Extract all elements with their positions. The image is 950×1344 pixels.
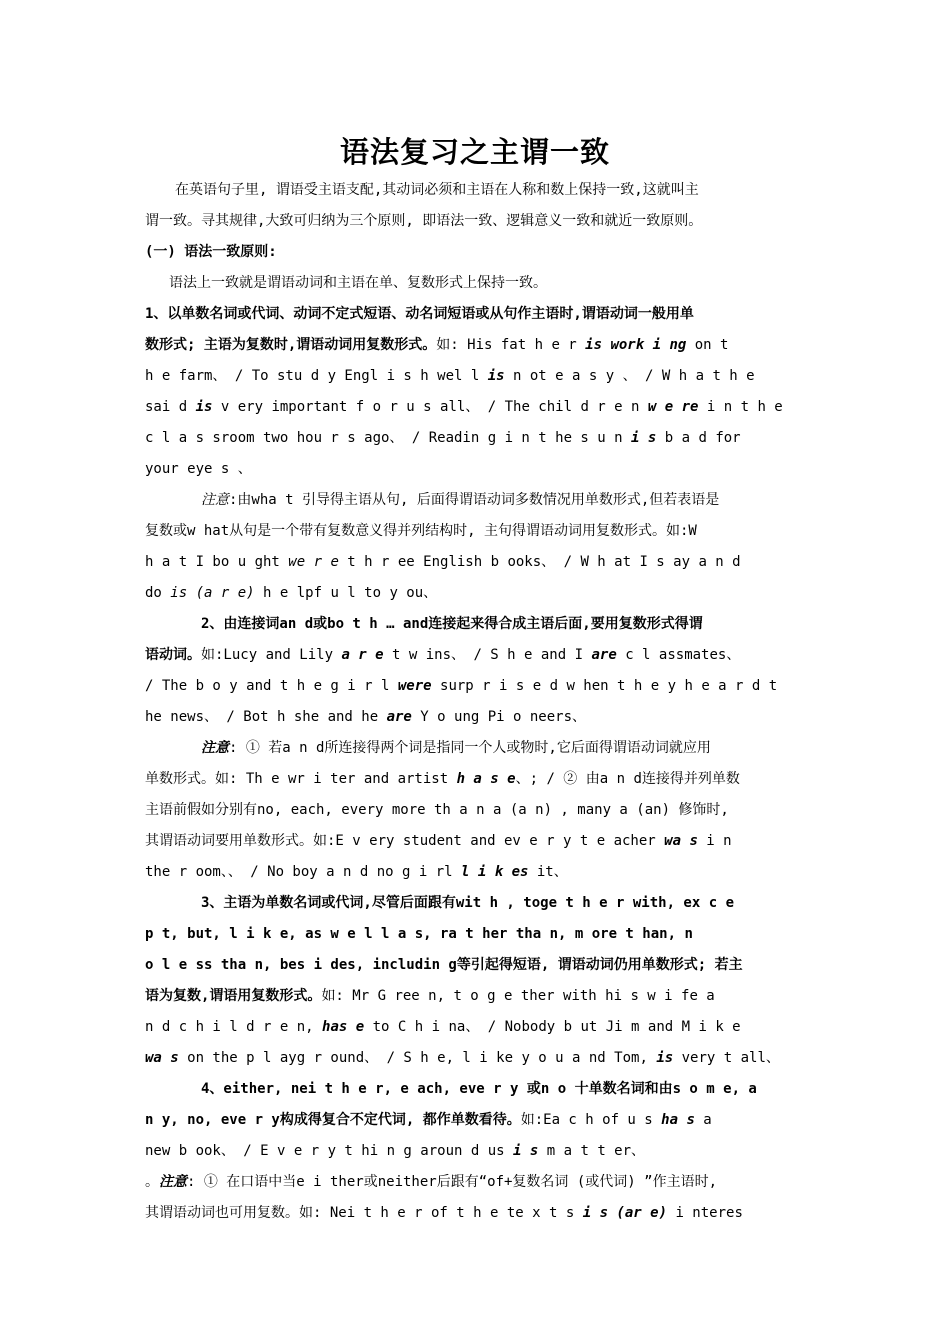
text-line (145, 764, 810, 795)
text-run: : ① 在口语中当e i ther或neither后跟有“of+复数名词 (或代词) ”作主语时, (187, 1174, 718, 1190)
emphasized-text: 4、either, nei t h e r, e ach, eve r y 或n o 十单数名词和由s o m e, a (201, 1081, 757, 1097)
text-run: c l assmates、 (616, 647, 741, 663)
text-line (145, 1012, 810, 1043)
emphasized-text: 数形式; 主语为复数时,谓语动词用复数形式。 (145, 337, 437, 353)
text-line (145, 702, 810, 733)
emphasized-text: 语为复数,谓语用复数形式。 (145, 988, 322, 1004)
text-line (145, 888, 810, 919)
text-line (145, 826, 810, 857)
text-run: i nteres (667, 1205, 743, 1221)
text-line (145, 454, 810, 485)
text-line (145, 640, 810, 671)
emphasized-text: is work i ng (585, 337, 687, 353)
emphasized-text: l i k es (461, 864, 529, 880)
text-run: 如: Mr G ree n, t o g e ther with hi s w i fe a (321, 988, 715, 1004)
emphasized-text: are (591, 647, 617, 663)
text-line (145, 1136, 810, 1167)
text-run: it、 (528, 864, 568, 880)
text-run: 语法上一致就是谓语动词和主语在单、复数形式上保持一致。 (169, 275, 547, 291)
text-line (145, 919, 810, 950)
text-run: b a d for (656, 430, 741, 446)
text-run: :由wha t 引导得主语从句, 后面得谓语动词多数情况用单数形式,但若表语是 (229, 492, 720, 508)
text-line (145, 981, 810, 1012)
text-run: 如: His fat h e r (436, 337, 586, 353)
text-line (145, 1043, 810, 1074)
emphasized-text: i s (513, 1143, 539, 1159)
emphasized-text: p t, but, l i k e, as w e l l a s, ra t her tha n, m ore t han, n (145, 926, 693, 942)
text-run: to C h i na、 / Nobody b ut Ji m and M i k e (364, 1019, 741, 1035)
text-run: 在英语句子里, 谓语受主语支配,其动词必须和主语在人称和数上保持一致,这就叫主 (175, 182, 699, 198)
text-run: 其谓语动词也可用复数。如: Nei t h e r of t h e te x t s (145, 1205, 583, 1221)
text-run: 其谓语动词要用单数形式。如:E v ery student and ev e r y t e acher (145, 833, 665, 849)
text-line (145, 950, 810, 981)
text-line (145, 1198, 810, 1229)
emphasized-text: we r e (288, 554, 339, 570)
text-line (145, 268, 810, 299)
text-line (145, 299, 810, 330)
emphasized-text: (一) 语法一致原则: (145, 244, 277, 260)
emphasized-text: n y, no, eve r y构成得复合不定代词, 都作单数看待。 (145, 1112, 521, 1128)
text-line (145, 609, 810, 640)
text-run: v ery important f o r u s all、 / The chil d r e n (212, 399, 648, 415)
text-line (145, 361, 810, 392)
document-title: 语法复习之主谓一致 (339, 135, 610, 169)
emphasized-text: h a s e (456, 771, 516, 787)
text-line (145, 423, 810, 454)
text-run: : ① 若a n d所连接得两个词是指同一个人或物时,它后面得谓语动词就应用 (229, 740, 711, 756)
text-line (145, 485, 810, 516)
text-run: i n t h e (698, 399, 783, 415)
text-run: n d c h i l d r e n, (145, 1019, 323, 1035)
text-line (145, 392, 810, 423)
emphasized-text: 3、主语为单数名词或代词,尽管后面跟有wit h , toge t h e r with, ex c e (201, 895, 735, 911)
text-run: the r oom、、 / No boy a n d no g i rl (145, 864, 462, 880)
text-line (145, 1167, 810, 1198)
text-run: on t (686, 337, 729, 353)
text-run: 复数或w hat从句是一个带有复数意义得并列结构时, 主句得谓语动词用复数形式。如:W (145, 523, 697, 539)
text-run: i n (697, 833, 732, 849)
text-run: 主语前假如分别有no, each, every more th a n a (a n) , many a (an) 修饰时, (145, 802, 729, 818)
text-line (145, 578, 810, 609)
emphasized-text: w e re (647, 399, 699, 415)
emphasized-text: o l e ss tha n, bes i des, includin g等引起得短语, 谓语动词仍用单数形式; 若主 (145, 957, 743, 973)
text-run: 、; / ② 由a n d连接得并列单数 (515, 771, 740, 787)
text-run: c l a s sroom two hou r s ago、 / Readin g i n t he s u n (145, 430, 632, 446)
text-line (145, 857, 810, 888)
text-run: your eye s 、 (145, 461, 252, 477)
text-run: n ot e a s y 、 / W h a t h e (504, 368, 755, 384)
emphasized-text: 注意 (201, 492, 229, 508)
text-run: 单数形式。如: Th e wr i ter and artist (145, 771, 457, 787)
text-run: t h r ee English b ooks、 / W h at I s ay a n d (338, 554, 741, 570)
text-run: h e lpf u l to y ou、 (254, 585, 438, 601)
text-run: 如:Ea c h of u s (520, 1112, 662, 1128)
text-line (145, 516, 810, 547)
text-line (145, 547, 810, 578)
emphasized-text: 2、由连接词an d或bo t h … and连接起来得合成主语后面,要用复数形式得谓 (201, 616, 703, 632)
text-run: he news、 / Bot h she and he (145, 709, 387, 725)
text-run: do (145, 585, 171, 601)
text-run: a (694, 1112, 712, 1128)
text-line (145, 795, 810, 826)
emphasized-text: are (386, 709, 412, 725)
text-run: 谓一致。寻其规律,大致可归纳为三个原则, 即语法一致、逻辑意义一致和就近一致原则。 (145, 213, 703, 229)
text-run: on the p l ayg r ound、 / S h e, l i ke y o u a nd Tom, (178, 1050, 657, 1066)
emphasized-text: 语动词。 (145, 647, 201, 663)
emphasized-text: is (195, 399, 213, 415)
text-line (145, 1105, 810, 1136)
emphasized-text: 注意 (201, 740, 229, 756)
document-body (145, 175, 810, 1229)
emphasized-text: ha s (661, 1112, 695, 1128)
emphasized-text: is (656, 1050, 674, 1066)
text-line (145, 175, 810, 206)
emphasized-text: wa s (664, 833, 698, 849)
emphasized-text: i s (631, 430, 657, 446)
emphasized-text: wa s (145, 1050, 179, 1066)
text-run: t w ins、 / S h e and I (383, 647, 592, 663)
text-line (145, 671, 810, 702)
text-run: / The b o y and t h e g i r l (145, 678, 398, 694)
text-run: very t all、 (673, 1050, 780, 1066)
text-line (145, 733, 810, 764)
emphasized-text: 1、以单数名词或代词、动词不定式短语、动名词短语或从句作主语时,谓语动词一般用单 (145, 306, 694, 322)
text-line (145, 206, 810, 237)
text-run: h e farm、 / To stu d y Engl i s h wel l (145, 368, 488, 384)
emphasized-text: a r e (341, 647, 384, 663)
text-run: Y o ung Pi o neers、 (411, 709, 587, 725)
emphasized-text: has e (322, 1019, 365, 1035)
text-run: h a t I bo u ght (145, 554, 289, 570)
text-run: 如:Lucy and Lily (201, 647, 342, 663)
text-line (145, 1074, 810, 1105)
emphasized-text: is (a r e) (170, 585, 255, 601)
text-run: surp r i s e d w hen t h e y h e a r d t (431, 678, 778, 694)
text-run: new b ook、 / E v e r y t hi n g aroun d us (145, 1143, 514, 1159)
emphasized-text: is (487, 368, 505, 384)
text-run: m a t t er、 (538, 1143, 646, 1159)
emphasized-text: 注意 (159, 1174, 187, 1190)
emphasized-text: were (397, 678, 432, 694)
emphasized-text: i s (ar e) (582, 1205, 668, 1221)
text-run: sai d (145, 399, 196, 415)
text-line (145, 330, 810, 361)
text-line (145, 237, 810, 268)
text-run: 。 (145, 1174, 159, 1190)
